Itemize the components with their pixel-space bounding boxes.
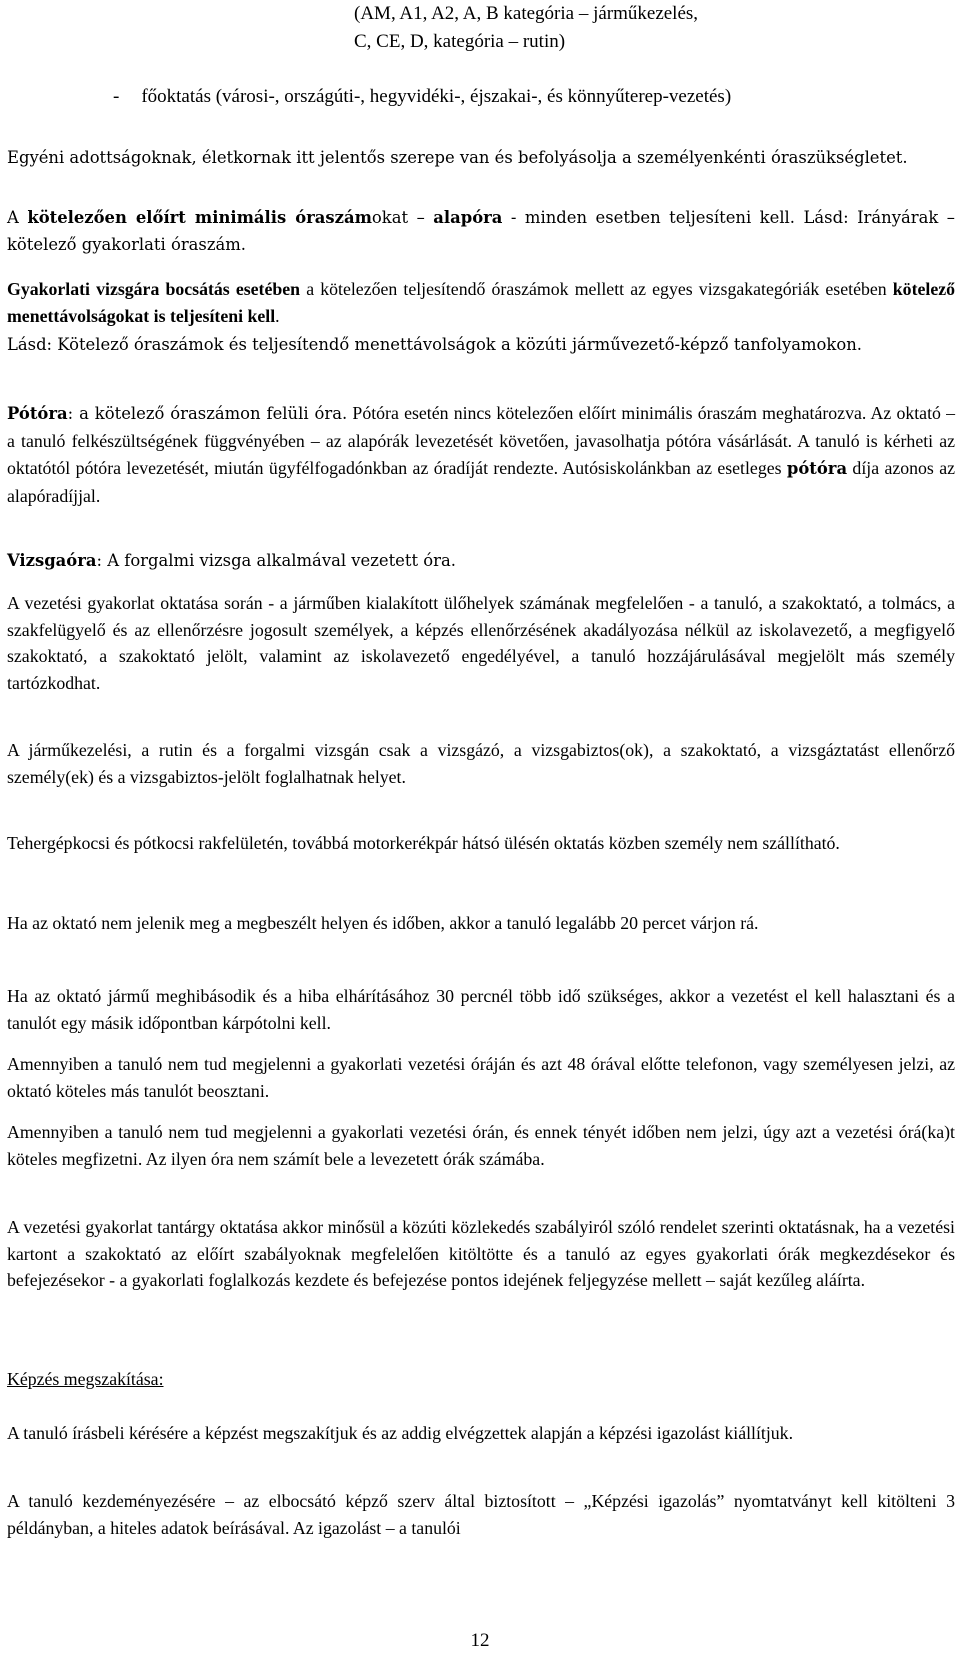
paragraph-practical-exam: Gyakorlati vizsgára bocsátás esetében a kötelezően teljesítendő óraszámok mellett az egyes vizsgakategóriák esetében kötelező menettávolságokat is teljesíteni kell. <box>7 279 956 326</box>
paragraph-see-required-hours: Lásd: Kötelező óraszámok és teljesítendő menettávolságok a közúti járművezető-képző tanfolyamokon. <box>7 335 862 354</box>
term-base-hour: alapóra <box>433 208 503 227</box>
paragraph-exam-attendees: A járműkezelési, a rutin és a forgalmi vizsgán csak a vizsgázó, a vizsgabiztos(ok), a szakoktató, a vizsgáztatást ellenőrző személy(ek) és a vizsgabiztos-jelölt foglalhatnak helyet. <box>7 740 955 787</box>
header-line-1: (AM, A1, A2, A, B kategória – járműkezelés, <box>354 3 699 24</box>
paragraph-minimum-hours: A kötelezően előírt minimális óraszámokat – alapóra - minden esetben teljesíteni kell. Lásd: Irányárak – kötelező gyakorlati óraszám. <box>7 208 955 254</box>
paragraph-exam-hour: Vizsgaóra: A forgalmi vizsga alkalmával vezetett óra. <box>7 551 456 570</box>
paragraph-individual-needs: Egyéni adottságoknak, életkornak itt jelentős szerepe van és befolyásolja a személyenkénti óraszükségletet. <box>7 148 908 167</box>
page-number: 12 <box>470 1630 490 1651</box>
bullet-text: főoktatás (városi-, országúti-, hegyvidéki-, éjszakai-, és könnyűterep-vezetés) <box>141 86 732 107</box>
paragraph-cancellation-48h: Amennyiben a tanuló nem tud megjelenni a gyakorlati vezetési óráján és azt 48 órával előtte telefonon, vagy személyesen jelzi, az oktató köteles más tanulót beosztani. <box>7 1054 955 1101</box>
heading-training-interruption: Képzés megszakítása: <box>7 1369 164 1389</box>
paragraph-vehicle-breakdown: Ha az oktató jármű meghibásodik és a hiba elhárításához 30 percnél több idő szükséges, akkor a vezetést el kell halasztani és a tanulót egy másik időpontban kárpótolni kell. <box>7 986 955 1033</box>
term-extra-hour: Pótóra <box>7 404 68 423</box>
paragraph-no-show: Amennyiben a tanuló nem tud megjelenni a gyakorlati vezetési órán, és ennek tényét időben nem jelzi, úgy azt a vezetési órá(ka)t köteles megfizetni. Az ilyen óra nem számít bele a levezetett órák számába. <box>7 1122 955 1169</box>
term-exam-hour: Vizsgaóra <box>7 551 97 570</box>
paragraph-extra-hour: Pótóra: a kötelező óraszámon felüli óra. Pótóra esetén nincs kötelezően előírt minimális óraszám meghatározva. Az oktató – a tanuló felkészültségének függvényében – az alapórák levezetését követően, javasolhatja pótóra vásárlását. A tanuló is kérheti az oktatótól pótóra levezetését, miután ügyfélfogadónkban az óradíját rendezte. Autósiskolánkban az esetleges pótóra díja azonos az alapóradíjjal. <box>7 403 955 506</box>
bullet-item <box>113 84 913 111</box>
header-line-2: C, CE, D, kategória – rutin) <box>354 31 566 52</box>
paragraph-training-certificate: A tanuló kezdeményezésére – az elbocsátó képző szerv által biztosított – „Képzési igazolás” nyomtatványt kell kitölteni 3 példányban, a hiteles adatok beírásával. Az igazolást – a tanulói <box>7 1491 955 1538</box>
paragraph-written-request: A tanuló írásbeli kérésére a képzést megszakítjuk és az addig elvégzettek alapján a képzési igazolást kiállítjuk. <box>7 1423 794 1443</box>
paragraph-no-passenger: Tehergépkocsi és pótkocsi rakfelületén, továbbá motorkerékpár hátsó ülésén oktatás közben személy nem szállítható. <box>7 833 840 853</box>
paragraph-seating: A vezetési gyakorlat oktatása során - a járműben kialakított ülőhelyek számának megfelelően - a tanuló, a szakoktató, a tolmács, a szakfelügyelő és az ellenőrzésre jogosult személyek, a képzés ellenőrzésének akadályozása nélkül az iskolavezető, a megfigyelő szakoktató, a szakoktató jelölt, valamint az iskolavezető engedélyével, a tanuló hozzájárulásával megjelölt más személy tartózkodhat. <box>7 593 955 693</box>
paragraph-instructor-absent: Ha az oktató nem jelenik meg a megbeszélt helyen és időben, akkor a tanuló legalább 20 percet várjon rá. <box>7 913 759 933</box>
paragraph-driving-record: A vezetési gyakorlat tantárgy oktatása akkor minősül a közúti közlekedés szabályiról szóló rendelet szerinti oktatásnak, ha a vezetési kartont a szakoktató az előírt szabályoknak megfelelően kitöltötte és a tanuló az egyes gyakorlati órák megkezdésekor és befejezésekor - a gyakorlati foglalkozás kezdete és befejezése pontos idejének feljegyzése mellett – saját kezűleg aláírta. <box>7 1217 955 1290</box>
bullet-dash: - <box>113 86 120 107</box>
term-minimum-hours: kötelezően előírt minimális óraszám <box>27 208 372 227</box>
